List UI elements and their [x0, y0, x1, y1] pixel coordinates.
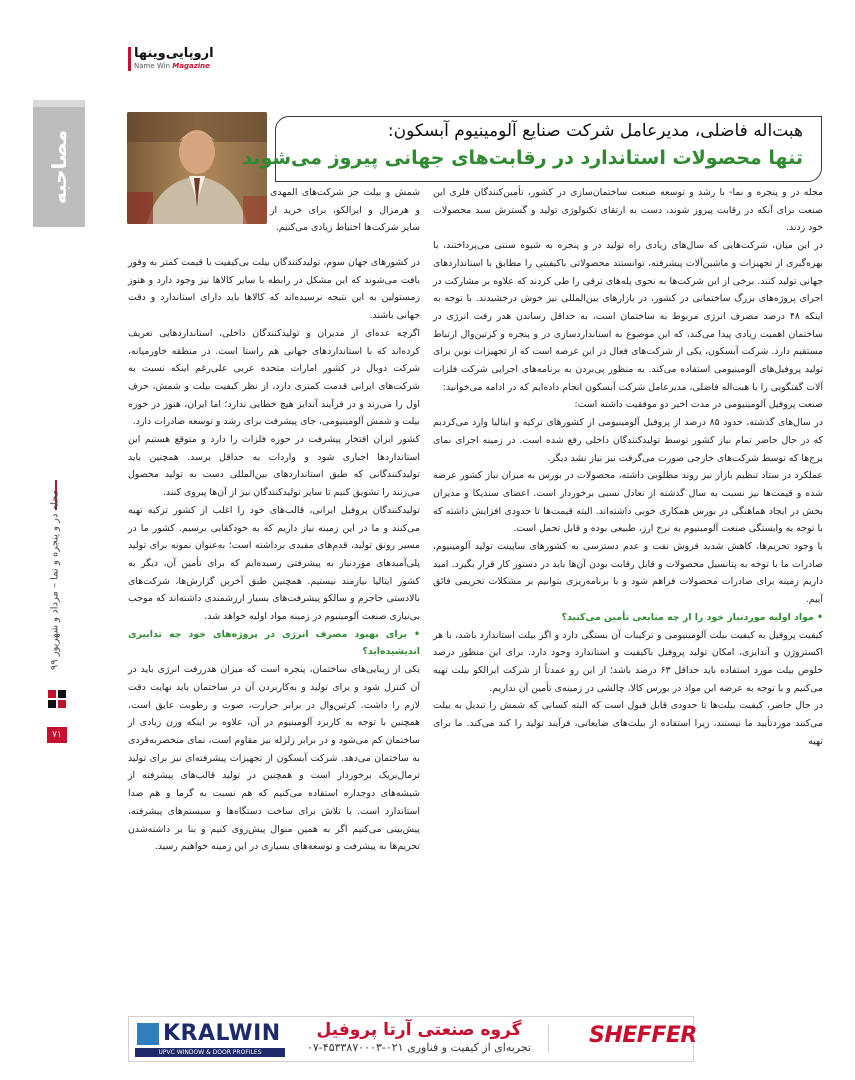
- paragraph: عملکرد در ستاد تنظیم بازار نیز روند مطلوبی داشته، محصولات در بورس به میزان نیاز کشور عرضه شده و قیمت‌ها نیز نسبت به سال گذشته از تعادل نسبی برخوردار است. اعضای سندیکا و مدیران بخش در ایجاد هماهنگی در بورس همکاری خوبی داشته‌اند. البته قیمت‌ها تا حدودی افزایش داشته که با توجه به وابستگی صنعت آلومینیوم به نرخ ارز، طبیعی بوده و قابل تحمل است.: [433, 470, 823, 535]
- paragraph: با وجود تحریم‌ها، کاهش شدید فروش نفت و عدم دسترسی به کشورهای ساپینت تولید آلومینیوم، صادرات ما با توجه به پتانسیل محصولات و قابل رقابت بودن آن‌ها باید در دستور کار قرار بگیرد. امید داریم زمینه برای صادرات محصولات فراهم شود و با برنامه‌ریزی بتوانیم بر مشکلات تحریمی فائق آییم.: [433, 541, 823, 606]
- paragraph: کیفیت پروفیل به کیفیت بیلت آلومینیومی و ترکیبات آن بستگی دارد و اگر بیلت استاندارد باشد، با هر اکستروژن و آندایزی، امکان تولید پروفیل باکیفیت و استاندارد وجود دارد. برای این منظور درصد خلوص بیلت مورد استفاده باید حداقل ۶۳ درصد باشد؛ از این رو عمدتاً از شرکت ایرالکو بیلت تهیه می‌کنیم و با توجه به عرضه این مواد در بورس کالا، چالشی در زمینه‌ی تأمین آن نداریم.: [433, 629, 823, 694]
- article-left-column: [128, 254, 420, 856]
- interview-question: • مواد اولیه موردنیاز خود را از چه منابعی تأمین می‌کنید؟: [561, 611, 823, 623]
- headline-box: [242, 116, 822, 182]
- magazine-mark-icon: [46, 690, 68, 712]
- advertisement-banner[interactable]: [128, 1016, 697, 1062]
- magazine-logo: [134, 46, 214, 74]
- article-right-column: [433, 184, 823, 751]
- issue-info: مجله در و پنجره و نما – مرداد و شهریور ۹۹: [49, 489, 61, 671]
- logo-sub-right: Magazine: [172, 62, 210, 70]
- paragraph: شمش و بیلت جز شرکت‌های المهدی و هرمزال و ایرالکو، برای خرید از سایر شرکت‌ها احتیاط زیادی می‌کنیم.: [270, 187, 420, 234]
- paragraph: کشور ایران افتخار پیشرفت در حوزه فلزات را دارد و متوقع هستیم این استانداردها اجباری شود و واردات به حداقل برسد. همچنین باید تولیدکنندگانی که طبق استانداردهای بین‌المللی دست به تولید محصول می‌زنند را تشویق کنیم تا سایر تولیدکنندگان نیز از آن‌ها پیروی کنند.: [128, 434, 420, 499]
- logo-sub-text: [134, 62, 214, 70]
- paragraph: یکی از زیبایی‌های ساختمان، پنجره است که میزان هدررفت انرژی باید در آن کنترل شود و برای تولید و به‌کاربردن آن در ساختمان باید نهایت دقت لازم را داشت. کرتین‌وال در برابر حرارت، صوت و رطوبت عایق است. همچنین با توجه به کاربرد آلومینیوم در آن، علاوه بر اینکه وزن زیادی از ساختمان کم می‌شود و در برابر زلزله نیز مقاوم است، نمای منحصربه‌فردی به ساختمان می‌دهد. شرکت آبسکون از تجهیزات پیشرفته‌ای نیز برای تولید ترمال‌بریک برخوردار است و همچنین در تولید قالب‌های پیشرفته از شیشه‌های دوجداره استفاده می‌کنیم که هم نسبت به گرما و هم صدا استاندارد است. با تلاش برای ساخت دستگاه‌ها و سیستم‌های پیشرفته، پیش‌بینی می‌کنیم اگر به همین منوال پیش‌روی کنیم و بنا بر داشته‌شدن تحریم‌ها به پیشرفت و توسعه‌های بسیاری در این زمینه خواهیم رسید.: [128, 664, 420, 853]
- side-running-text: [30, 490, 80, 670]
- paragraph: در کشورهای جهان سوم، تولیدکنندگان بیلت بی‌کیفیت با قیمت کمتر به وفور یافت می‌شوند که این مشکل در رابطه با سایر کالاها نیز وجود دارد و هنوز زمستولین به این نتیجه نرسیده‌اند که کالاها باید دارای استاندارد و دقت جهانی باشند.: [128, 257, 420, 322]
- kralwin-name: KRALWIN: [163, 1021, 281, 1046]
- headline-title: هبت‌اله فاضلی، مدیرعامل شرکت صنایع آلومینیوم آبسکون:: [387, 121, 803, 141]
- ad-company-block: [304, 1020, 534, 1054]
- ad-divider: [548, 1025, 549, 1053]
- kralwin-logo: [135, 1021, 285, 1057]
- logo-sub-left: Name Win: [134, 62, 171, 70]
- kralwin-tagline: UPVC WINDOW & DOOR PROFILES: [135, 1048, 285, 1057]
- paragraph: در این میان، شرکت‌هایی که سال‌های زیادی راه تولید در و پنجره به شیوه سنتی می‌پرداختند، با بهره‌گیری از تجهیزات و ماشین‌آلات پیشرفته، توانستند محصولاتی باکیفیتی را مطابق با استانداردهای جهانی تولید کنند. برخی از این شرکت‌ها به نحوی پله‌های ترقی را طی کردند که علاوه بر مشارکت در اجرای پروژه‌های بزرگ ساختمانی در کشور، در بازارهای بین‌المللی نیز خوش درخشیدند. با توجه به اینکه ۴۸ درصد مصرف انرژی مربوط به ساختمان است، به حداقل رساندن هدر رفت انرژی در ساختمان اهمیت زیادی پیدا می‌کند، که این موضوع به استانداردسازی در و پنجره و کرتین‌وال ارتباط مستقیم دارد. شرکت آبسکون، یکی از شرکت‌های فعال در این عرصه است که از تجهیزات نوین برای تولید پروفیل‌های آلومینیومی استفاده می‌کند. به منظور پی‌بردن به برنامه‌های اجرایی شرکت فلزات آلات گفتگویی را با هبت‌اله فاضلی، مدیرعامل شرکت آبسکون انجام داده‌ایم که در ادامه می‌خوانید:: [433, 240, 823, 393]
- article-left-column-top: [270, 184, 420, 237]
- paragraph: صنعت پروفیل آلومینیومی در مدت اخیر دو موفقیت داشته است:: [574, 399, 823, 411]
- ad-company-name: گروه صنعتی آرتا پروفیل: [316, 1020, 522, 1040]
- logo-accent-bar: [128, 47, 131, 71]
- window-icon: [137, 1023, 159, 1045]
- paragraph: در حال حاضر، کیفیت بیلت‌ها تا حدودی قابل قبول است که البته کسانی که شمش را تبدیل به بیلت می‌کنند موردتأیید ما نیستند، زیرا استفاده از بیلت‌های ضایعاتی، فرآیند تولید را کند می‌کند. ما برای تهیه: [433, 700, 823, 747]
- paragraph: مجله در و پنجره و نما- با رشد و توسعه صنعت ساختمان‌سازی در کشور، تأمین‌کنندگان فلزی این صنعت برای آنکه در رقابت پیروز شوند، دست به ارتقای تکنولوژی تولید و گسترش سبد محصولات خود زدند.: [433, 187, 823, 234]
- sheffer-logo: SHEFFER: [589, 1023, 697, 1048]
- ad-phone-line: تجربه‌ای از کیفیت و فناوری ۰۲۱-۴۵۳۳۸۷۰۰۰۳-۰۷: [306, 1041, 532, 1054]
- paragraph: اگرچه عده‌ای از مدیران و تولیدکنندگان داخلی، استانداردهایی تعریف کرده‌اند که با استانداردهای جهانی هم راستا است. در منطقه خاورمیانه، شرکت دوبال در کشور امارات متحده عربی علی‌رغم اینکه نسبت به شرکت‌های ایرانی قدمت کمتری دارد، از نظر کیفیت بیلت و شمش، حرف اول را می‌زند و در فرآیند آندایز هیچ خطایی ندارد؛ اما ایران، هنوز در حوزه بیلت و شمش آلومینیومی، جای پیشرفت برای رشد و توسعه صادرات دارد.: [128, 327, 420, 428]
- page-number: ۷۱: [47, 727, 67, 743]
- paragraph: تولیدکنندگان پروفیل ایرانی، قالب‌های خود را اغلب از کشور ترکیه تهیه می‌کنند و ما در این زمینه نیاز داریم که به خودکفایی برسیم. کشور ما در مسیر رونق تولید، قدم‌های مفیدی برداشته است؛ به‌عنوان نمونه برای تولید پلی‌آمیدهای موردنیاز به پیشرفتی رسیده‌ایم که برای تأمین آن، دیگر به کشور ایتالیا نیازمند نیستیم. همچنین طبق آخرین گزارش‌ها، شرکت‌های بالادستی جاجرم و سالکو پیشرفت‌های بسیار ارزشمندی داشته‌اند که موجب بی‌نیازی صنعت آلومینیوم در زمینه مواد اولیه خواهد شد.: [128, 504, 420, 623]
- logo-main-text: اروپایی‌وینها: [134, 46, 214, 61]
- section-tab: [33, 107, 85, 227]
- section-label: مصاحبه: [47, 129, 71, 205]
- section-tab-cap: [33, 100, 85, 107]
- paragraph: در سال‌های گذشته، حدود ۸۵ درصد از پروفیل آلومینیومی از کشورهای ترکیه و ایتالیا وارد می‌کردیم که در حال حاضر تمام نیاز کشور توسط تولیدکنندگان داخلی رفع شده است. در زمینه اجرای نمای برج‌ها که توسط شرکت‌های خارجی صورت می‌گرفت نیز نیاز نشد دیگر.: [433, 417, 824, 464]
- headline-subtitle: تنها محصولات استاندارد در رقابت‌های جهانی پیروز می‌شوند: [242, 147, 803, 169]
- interview-question: • برای بهبود مصرف انرژی در پروژه‌های خود چه تدابیری اندیشیده‌اید؟: [128, 628, 420, 658]
